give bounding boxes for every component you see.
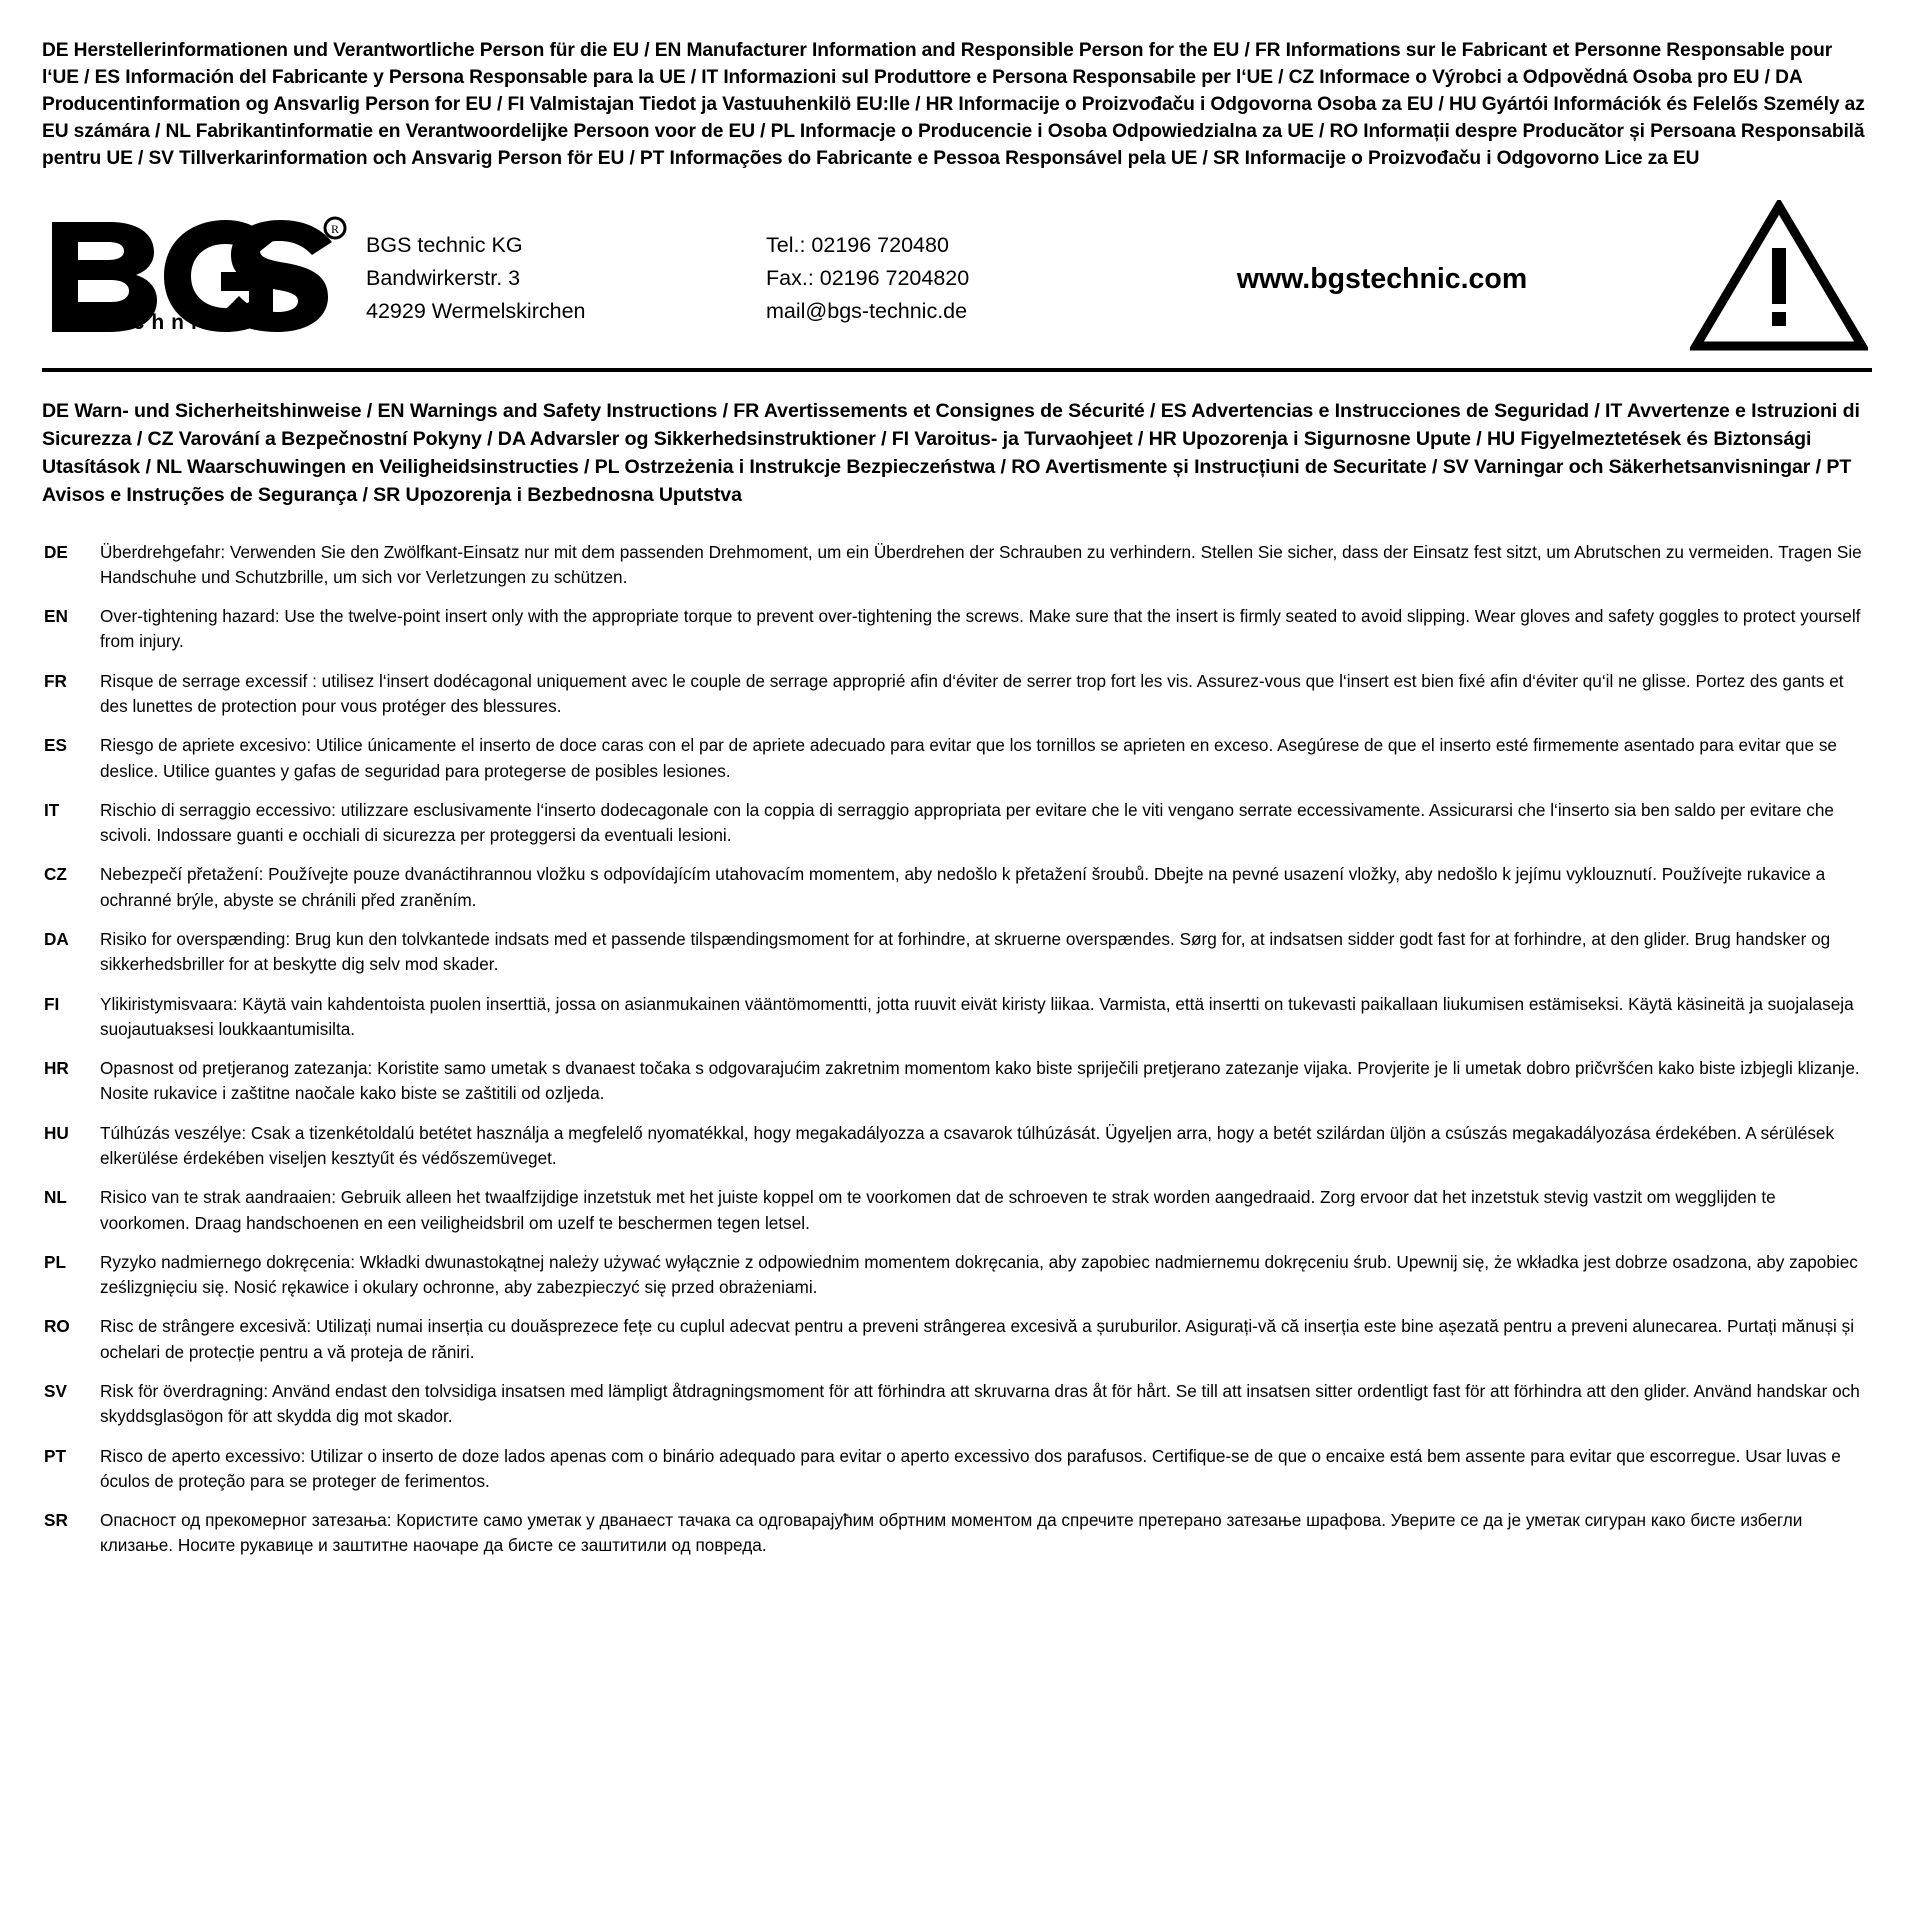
language-code: RO [44,1316,70,1337]
instruction-row-de [42,540,1872,591]
company-band [42,194,1872,372]
instruction-text: Nebezpečí přetažení: Používejte pouze dvanáctihrannou vložku s odpovídajícím utahovacím momentem, aby nedošlo k přetažení šroubů. Dbejte na pevné usazení vložky, aby nedošlo k jejímu vyklouznutí. Používejte rukavice a ochranné brýle, abyste se chránili před zraněním. [100,864,1826,910]
instruction-row-da [42,927,1872,978]
instruction-text: Risico van te strak aandraaien: Gebruik alleen het twaalfzijdige inzetstuk met het juiste koppel om te voorkomen dat de schroeven te strak worden aangedraaid. Zorg ervoor dat het inzetstuk stevig vastzit om wegglijden te voorkomen. Draag handschoenen en een veiligheidsbril om uzelf te beschermen tegen letsel. [100,1187,1776,1233]
language-code: SR [44,1510,68,1531]
company-contact [766,225,1096,327]
company-website[interactable]: www.bgstechnic.com [1236,262,1528,295]
instruction-row-fr [42,669,1872,720]
language-code: PL [44,1251,66,1272]
language-code: EN [44,606,68,627]
instruction-text: Ryzyko nadmiernego dokręcenia: Wkładki dwunastokątnej należy używać wyłącznie z odpowiednim momentem dokręcania, aby zapobiec nadmiernemu dokręceniu śrub. Upewnij się, że wkładka jest dobrze osadzona, aby zapobiec ześlizgnięciu się. Nosić rękawice i okulary ochronne, aby zabezpieczyć się przed obrażeniami. [100,1251,1858,1298]
company-street: Bandwirkerstr. 3 [366,266,521,291]
instruction-list [42,540,1872,1559]
svg-text:technic: technic [100,311,223,335]
instruction-row-hr [42,1056,1872,1107]
warning-triangle-icon [1690,200,1868,352]
instruction-row-sv [42,1379,1872,1430]
language-code: DE [44,541,68,562]
instruction-text: Rischio di serraggio eccessivo: utilizzare esclusivamente l‘inserto dodecagonale con la coppia di serraggio appropriata per evitare che le viti vengano serrate eccessivamente. Assicurarsi che l‘inserto sia ben saldo per evitare che scivoli. Indossare guanti e occhiali di sicurezza per proteggersi da eventuali lesioni. [100,799,1834,846]
instruction-text: Überdrehgefahr: Verwenden Sie den Zwölfkant-Einsatz nur mit dem passenden Drehmoment, um ein Überdrehen der Schrauben zu verhindern. Stellen Sie sicher, dass der Einsatz fest sitzt, um Abrutschen zu vermeiden. Tragen Sie Handschuhe und Schutzbrille, um sich vor Verletzungen zu schützen. [100,541,1862,587]
instruction-text: Riesgo de apriete excesivo: Utilice únicamente el inserto de doce caras con el par de apriete adecuado para evitar que los tornillos se aprieten en exceso. Asegúrese de que el inserto esté firmemente asentado para evitar que se deslice. Utilice guantes y gafas de seguridad para protegerse de posibles lesiones. [100,735,1837,781]
bgs-logo-icon [48,216,348,336]
language-code: CZ [44,864,67,885]
instruction-row-cz [42,862,1872,913]
bgs-logo [42,216,366,336]
instruction-row-sr [42,1508,1872,1559]
language-code: IT [44,799,60,820]
instruction-row-nl [42,1185,1872,1236]
language-code: SV [44,1380,67,1401]
company-fax: Fax.: 02196 7204820 [766,266,970,291]
instruction-row-es [42,733,1872,784]
instruction-row-it [42,798,1872,849]
language-code: PT [44,1445,66,1466]
instruction-row-pt [42,1444,1872,1495]
instruction-row-fi [42,992,1872,1043]
instruction-text: Ylikiristymisvaara: Käytä vain kahdentoista puolen inserttiä, jossa on asianmukainen vääntömomentti, jotta ruuvit eivät kiristy liikaa. Varmista, että insertti on tukevasti paikallaan liukumisen estämiseksi. Käytä käsineitä ja suojalaseja suojautuaksesi loukkaantumisilta. [100,993,1854,1039]
company-name: BGS technic KG [366,233,523,258]
instruction-text: Risiko for overspænding: Brug kun den tolvkantede indsats med et passende tilspændingsmoment for at forhindre, at skruerne overspændes. Sørg for, at indsatsen sidder godt fast for at forhindre, at den glider. Brug handsker og sikkerhedsbriller for at beskytte dig selv mod skader. [100,929,1831,975]
language-code: DA [44,929,69,949]
instruction-row-hu [42,1121,1872,1172]
instruction-text: Risco de aperto excessivo: Utilizar o inserto de doze lados apenas com o binário adequado para evitar o aperto excessivo dos parafusos. Certifique-se de que o encaixe está bem assente para evitar que escorregue. Usar luvas e óculos de proteção para se proteger de ferimentos. [100,1445,1841,1491]
language-code: HR [44,1058,69,1079]
instruction-row-pl [42,1250,1872,1301]
language-code: FR [44,670,67,691]
instruction-text: Over-tightening hazard: Use the twelve-point insert only with the appropriate torque to prevent over-tightening the screws. Make sure that the insert is firmly seated to avoid slipping. Wear gloves and safety goggles to protect yourself from injury. [100,606,1861,652]
safety-instructions-heading: DE Warn- und Sicherheitshinweise / EN Warnings and Safety Instructions / FR Avertissements et Consignes de Sécurité / ES Advertencias e Instrucciones de Seguridad / IT Avvertenze e Istruzioni di Sicurezza / CZ Varování a Bezpečnostní Pokyny / DA Advarsler og Sikkerhedsinstruktioner / FI Varoitus- ja Turvaohjeet / HR Upozorenja i Sigurnosne Upute / HU Figyelmeztetések és Biztonsági Utasítások / NL Waarschuwingen en Veiligheidsinstructies / PL Ostrzeżenia i Instrukcje Bezpieczeństwa / RO Avertismente și Instrucțiuni de Securitate / SV Varningar och Säkerhetsanvisningar / PT Avisos e Instruções de Segurança / SR Upozorenja i Bezbednosna Uputstva [42,400,1860,506]
instruction-text: Túlhúzás veszélye: Csak a tizenkétoldalú betétet használja a megfelelő nyomatékkal, hogy megakadályozza a csavarok túlhúzását. Ügyeljen arra, hogy a betét szilárdan üljön a csúszás megakadályozása érdekében. A sérülések elkerülése érdekében viseljen kesztyűt és védőszemüveget. [100,1122,1835,1168]
svg-text:R: R [330,222,340,237]
manufacturer-info-heading: DE Herstellerinformationen und Verantwortliche Person für die EU / EN Manufacturer Information and Responsible Person for the EU / FR Informations sur le Fabricant et Personne Responsable pour l‘UE / ES Información del Fabricante y Persona Responsable para la UE / IT Informazioni sul Produttore e Persona Responsabile per l‘UE / CZ Informace o Výrobci a Odpovědná Osoba pro EU / DA Producentinformation og Ansvarlig Person for EU / FI Valmistajan Tiedot ja Vastuuhenkilö EU:lle / HR Informacije o Proizvođaču i Odgovorna Osoba za EU / HU Gyártói Információk és Felelős Személy az EU számára / NL Fabrikantinformatie en Verantwoordelijke Persoon voor de EU / PL Informacje o Producencie i Osoba Odpowiedzialna za UE / RO Informații despre Producător și Persoana Responsabilă pentru UE / SV Tillverkarinformation och Ansvarig Person för EU / PT Informações do Fabricante e Pessoa Responsável pela UE / SR Informacije o Proizvođaču i Odgovorno Lice za EU [42,40,1865,169]
company-city: 42929 Wermelskirchen [366,298,586,323]
warning-triangle [1668,200,1872,352]
instruction-row-en [42,604,1872,655]
company-address [366,225,766,327]
instruction-text: Risc de strângere excesivă: Utilizați numai inserția cu douăsprezece fețe cu cuplul adecvat pentru a preveni strângerea excesivă a șuruburilor. Asigurați-vă că inserția este bine așezată pentru a preveni alunecarea. Purtați mănuși și ochelari de protecție pentru a vă proteja de răniri. [100,1316,1855,1362]
instruction-text: Risk för överdragning: Använd endast den tolvsidiga insatsen med lämpligt åtdragningsmoment för att förhindra att skruvarna dras åt för hårt. Se till att insatsen sitter ordentligt fast för att förhindra att den glider. Använd handskar och skyddsglasögon för att skydda dig mot skador. [100,1380,1860,1427]
company-email[interactable]: mail@bgs-technic.de [766,298,968,323]
language-code: HU [44,1122,69,1143]
instruction-text: Opasnost od pretjeranog zatezanja: Koristite samo umetak s dvanaest točaka s odgovarajućim zakretnim momentom kako biste spriječili pretjerano zatezanje vijaka. Provjerite je li umetak dobro pričvršćen kako biste izbjegli klizanje. Nosite rukavice i zaštitne naočale kako biste se zaštitili od ozljeda. [100,1058,1860,1104]
language-code: ES [44,735,67,756]
instruction-row-ro [42,1314,1872,1365]
instruction-text: Risque de serrage excessif : utilisez l‘insert dodécagonal uniquement avec le couple de serrage approprié afin d‘éviter de serrer trop fort les vis. Assurez-vous que l‘insert est bien fixé afin d‘éviter qu‘il ne glisse. Portez des gants et des lunettes de protection pour vous protéger des blessures. [100,670,1844,717]
instruction-text: Опасност од прекомерног затезања: Користите само уметак у дванаест тачака са одговарајућим обртним моментом да спречите претерано затезање шрафова. Уверите се да је уметак сигуран како бисте избегли клизање. Носите рукавице и заштитне наочаре да бисте се заштитили од повреда. [100,1510,1803,1556]
language-code: FI [44,993,60,1014]
language-code: NL [44,1187,67,1208]
company-tel: Tel.: 02196 720480 [766,233,949,258]
